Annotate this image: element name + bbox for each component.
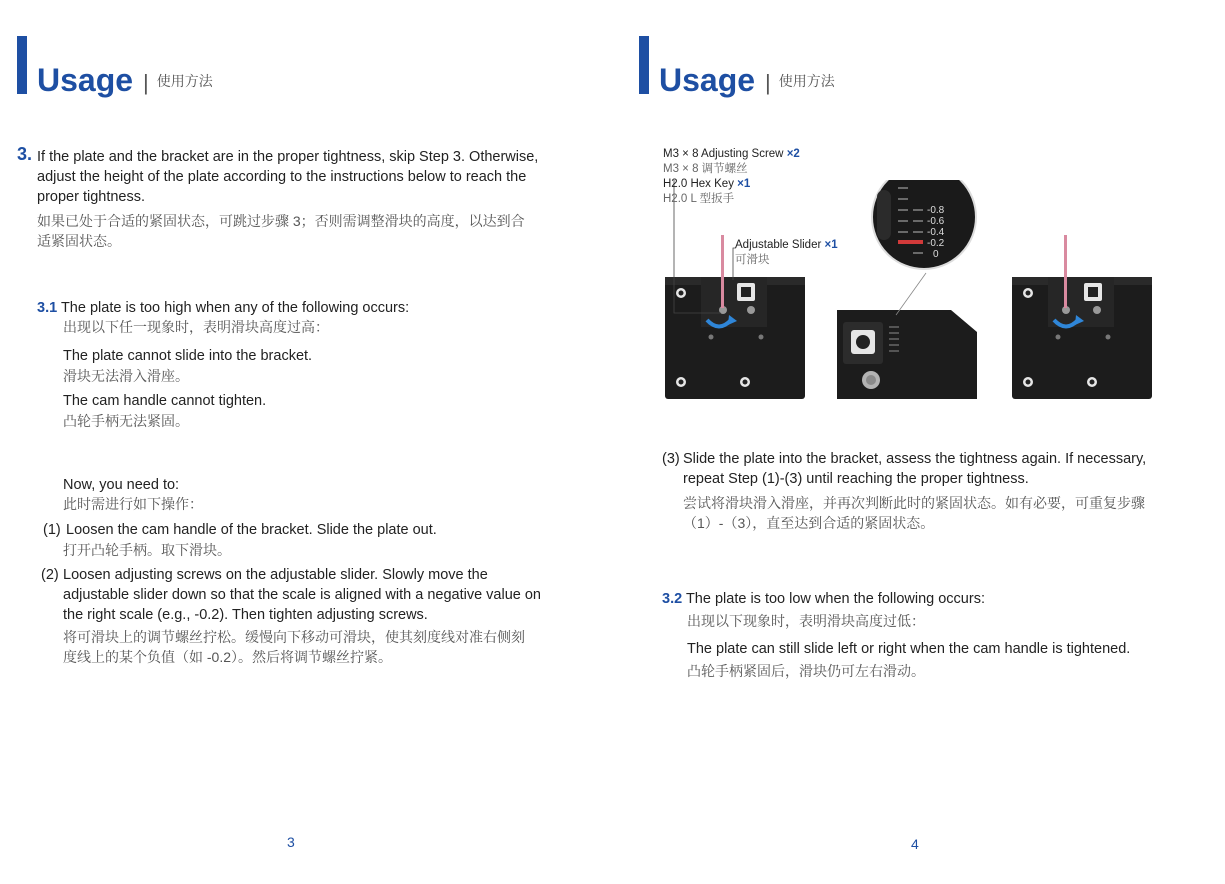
scale-indicator-mark: [898, 240, 923, 244]
section-3-2: [662, 589, 985, 609]
label-text-zh: H2.0 L 型扳手: [663, 193, 735, 205]
header-accent-bar: [17, 36, 27, 94]
page-3: [0, 0, 612, 884]
condition-1-en: The plate cannot slide into the bracket.: [63, 348, 313, 364]
section-header: [639, 36, 835, 98]
substep-2-zh: [63, 627, 525, 667]
text-line: 适紧固状态。: [37, 233, 121, 249]
text-line: adjustable slider down so that the scale is aligned with a negative value on: [63, 587, 541, 603]
text-line: adjust the height of the plate according to the instructions below to reach the: [37, 169, 527, 185]
hex-key: [1064, 235, 1067, 308]
text-line: Slide the plate into the bracket, assess the tightness again. If necessary,: [683, 451, 1147, 467]
page-4: [613, 0, 1225, 884]
quantity: ×2: [786, 148, 800, 160]
substep-2-en: [63, 565, 541, 625]
label-text: H2.0 Hex Key: [663, 178, 734, 190]
section-number: 3.1: [37, 300, 58, 316]
condition-2-zh: 凸轮手柄无法紧固。: [63, 413, 189, 429]
scale-label: -0.2: [927, 238, 945, 249]
quantity: ×1: [824, 239, 838, 251]
scale-label: 0: [933, 249, 939, 260]
scale-label: -0.4: [927, 227, 945, 238]
text-line: （1）-（3），直至达到合适的紧固状态。: [683, 515, 935, 531]
text-line: repeat Step (1)-(3) until reaching the proper tightness.: [683, 471, 1029, 487]
scale-label: -0.6: [927, 216, 945, 227]
screw-label: [663, 147, 800, 162]
hex-key: [721, 235, 724, 308]
section-number: 3.2: [662, 591, 683, 607]
step-number: 3.: [17, 144, 33, 164]
substep-3-en: [683, 449, 1146, 489]
condition-1-zh: 滑块无法滑入滑座。: [63, 368, 189, 384]
quantity: ×1: [737, 178, 751, 190]
label-text: Adjustable Slider: [735, 239, 822, 251]
section-3-1-zh: 出现以下任一现象时，表明滑块高度过高：: [63, 319, 329, 335]
slider-adjustment-illustration: [661, 180, 1156, 405]
page-number: 4: [911, 836, 919, 852]
section-heading: The plate is too low when the following occurs:: [685, 591, 985, 607]
substep-3-number: (3): [662, 451, 680, 467]
slider-label: [735, 238, 838, 268]
section-3-1: [37, 298, 409, 318]
now-en: Now, you need to:: [63, 477, 180, 493]
section-heading: The plate is too high when any of the following occurs:: [60, 300, 410, 316]
substep-3-zh: [683, 493, 1145, 533]
zoom-leader-line: [896, 273, 926, 315]
parts-labels: [663, 147, 800, 207]
adjusting-screw: [1093, 306, 1101, 314]
title-separator: |: [143, 70, 149, 95]
section-3-2-zh: 出现以下现象时，表明滑块高度过低：: [687, 613, 925, 629]
header-accent-bar: [639, 36, 649, 94]
text-line: 尝试将滑块滑入滑座，并再次判断此时的紧固状态。如有必要，可重复步骤: [683, 495, 1145, 511]
step3-en: [37, 147, 538, 207]
step3-zh: [37, 211, 525, 251]
text-line: 如果已处于合适的紧固状态，可跳过步骤 3；否则需调整滑块的高度，以达到合: [37, 213, 525, 229]
text-line: 度线上的某个负值（如 -0.2）。然后将调节螺丝拧紧。: [63, 649, 393, 665]
text-line: the right scale (e.g., -0.2). Then tighten adjusting screws.: [63, 607, 428, 623]
section-header: [17, 36, 213, 98]
adjusting-screw: [747, 306, 755, 314]
condition-3-zh: 凸轮手柄紧固后，滑块仍可左右滑动。: [687, 663, 925, 679]
label-text: M3 × 8 Adjusting Screw: [663, 148, 784, 160]
substep-2-number: (2): [41, 567, 59, 583]
title-separator: |: [765, 70, 771, 95]
text-line: proper tightness.: [37, 189, 146, 205]
page-subtitle: 使用方法: [778, 73, 835, 89]
substep-1-en: Loosen the cam handle of the bracket. Slide the plate out.: [66, 522, 437, 538]
label-text-zh: 可滑块: [735, 254, 770, 266]
now-zh: 此时需进行如下操作：: [63, 496, 203, 512]
page-title: Usage: [37, 62, 134, 98]
substep-1-zh: 打开凸轮手柄。取下滑块。: [63, 542, 231, 558]
page-title: Usage: [659, 62, 756, 98]
condition-2-en: The cam handle cannot tighten.: [63, 393, 267, 409]
text-line: 将可滑块上的调节螺丝拧松。缓慢向下移动可滑块，使其刻度线对准右侧刻: [63, 629, 525, 645]
text-line: Loosen adjusting screws on the adjustable slider. Slowly move the: [63, 567, 488, 583]
label-text-zh: M3 × 8 调节螺丝: [663, 163, 748, 175]
scale-label: -0.8: [927, 205, 945, 216]
substep-1-number: (1): [43, 522, 61, 538]
text-line: If the plate and the bracket are in the proper tightness, skip Step 3. Otherwise,: [37, 149, 539, 165]
page-number: 3: [287, 834, 295, 850]
condition-3-en: The plate can still slide left or right when the cam handle is tightened.: [687, 641, 1131, 657]
page-subtitle: 使用方法: [156, 73, 213, 89]
hexkey-label: [663, 177, 800, 192]
